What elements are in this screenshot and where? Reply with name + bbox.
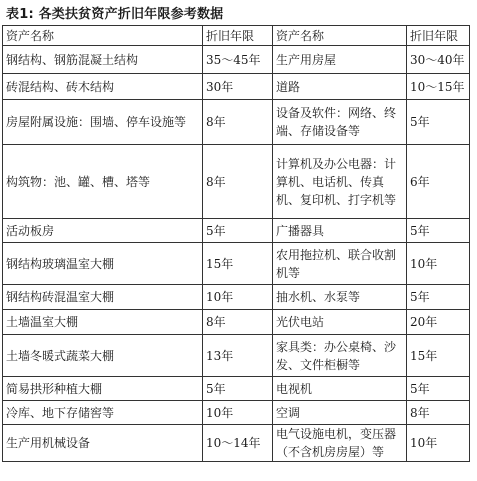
asset-name-cell: 电气设施电机，变压器（不含机房房屋）等 <box>273 425 407 462</box>
years-cell: 8年 <box>203 145 273 219</box>
asset-name-cell: 土墙冬暖式蔬菜大棚 <box>3 335 203 377</box>
years-cell: 6年 <box>407 145 470 219</box>
years-cell: 8年 <box>203 310 273 335</box>
years-cell: 5年 <box>407 285 470 310</box>
table-row <box>3 243 470 285</box>
asset-name-cell: 钢结构砖混温室大棚 <box>3 285 203 310</box>
table-row <box>3 285 470 310</box>
years-cell: 8年 <box>203 100 273 145</box>
years-cell: 5年 <box>407 100 470 145</box>
table-row <box>3 100 470 145</box>
years-cell: 10～14年 <box>203 425 273 462</box>
years-cell: 30～40年 <box>407 46 470 74</box>
years-cell: 5年 <box>407 377 470 401</box>
asset-name-cell: 广播器具 <box>273 219 407 243</box>
years-cell: 5年 <box>407 219 470 243</box>
years-cell: 5年 <box>203 377 273 401</box>
asset-name-cell: 空调 <box>273 401 407 425</box>
table-row <box>3 219 470 243</box>
years-cell: 10年 <box>203 285 273 310</box>
years-cell: 8年 <box>407 401 470 425</box>
header-asset-name-left: 资产名称 <box>3 26 203 46</box>
years-cell: 20年 <box>407 310 470 335</box>
asset-name-cell: 冷库、地下存储窖等 <box>3 401 203 425</box>
years-cell: 10年 <box>203 401 273 425</box>
years-cell: 10年 <box>407 243 470 285</box>
years-cell: 35～45年 <box>203 46 273 74</box>
table-row <box>3 145 470 219</box>
asset-name-cell: 钢结构玻璃温室大棚 <box>3 243 203 285</box>
header-asset-name-right: 资产名称 <box>273 26 407 46</box>
asset-name-cell: 生产用房屋 <box>273 46 407 74</box>
depreciation-table <box>2 25 470 462</box>
asset-name-cell: 构筑物：池、罐、槽、塔等 <box>3 145 203 219</box>
table-row <box>3 310 470 335</box>
table-row <box>3 425 470 462</box>
table-header-row <box>3 26 470 46</box>
years-cell: 10～15年 <box>407 74 470 100</box>
asset-name-cell: 活动板房 <box>3 219 203 243</box>
asset-name-cell: 抽水机、水泵等 <box>273 285 407 310</box>
asset-name-cell: 钢结构、钢筋混凝土结构 <box>3 46 203 74</box>
years-cell: 15年 <box>203 243 273 285</box>
table-row <box>3 74 470 100</box>
table-row <box>3 335 470 377</box>
asset-name-cell: 土墙温室大棚 <box>3 310 203 335</box>
asset-name-cell: 道路 <box>273 74 407 100</box>
years-cell: 30年 <box>203 74 273 100</box>
asset-name-cell: 家具类：办公桌椅、沙发、文件柜橱等 <box>273 335 407 377</box>
table-row <box>3 46 470 74</box>
table-row <box>3 401 470 425</box>
asset-name-cell: 简易拱形种植大棚 <box>3 377 203 401</box>
years-cell: 13年 <box>203 335 273 377</box>
years-cell: 5年 <box>203 219 273 243</box>
asset-name-cell: 计算机及办公电器：计算机、电话机、传真机、复印机、打字机等 <box>273 145 407 219</box>
asset-name-cell: 生产用机械设备 <box>3 425 203 462</box>
asset-name-cell: 农用拖拉机、联合收割机等 <box>273 243 407 285</box>
asset-name-cell: 房屋附属设施：围墙、停车设施等 <box>3 100 203 145</box>
years-cell: 10年 <box>407 425 470 462</box>
header-years-left: 折旧年限 <box>203 26 273 46</box>
asset-name-cell: 设备及软件：网络、终端、存储设备等 <box>273 100 407 145</box>
asset-name-cell: 光伏电站 <box>273 310 407 335</box>
years-cell: 15年 <box>407 335 470 377</box>
asset-name-cell: 电视机 <box>273 377 407 401</box>
table-row <box>3 377 470 401</box>
table-caption: 表1: 各类扶贫资产折旧年限参考数据 <box>6 7 224 22</box>
header-years-right: 折旧年限 <box>407 26 470 46</box>
asset-name-cell: 砖混结构、砖木结构 <box>3 74 203 100</box>
